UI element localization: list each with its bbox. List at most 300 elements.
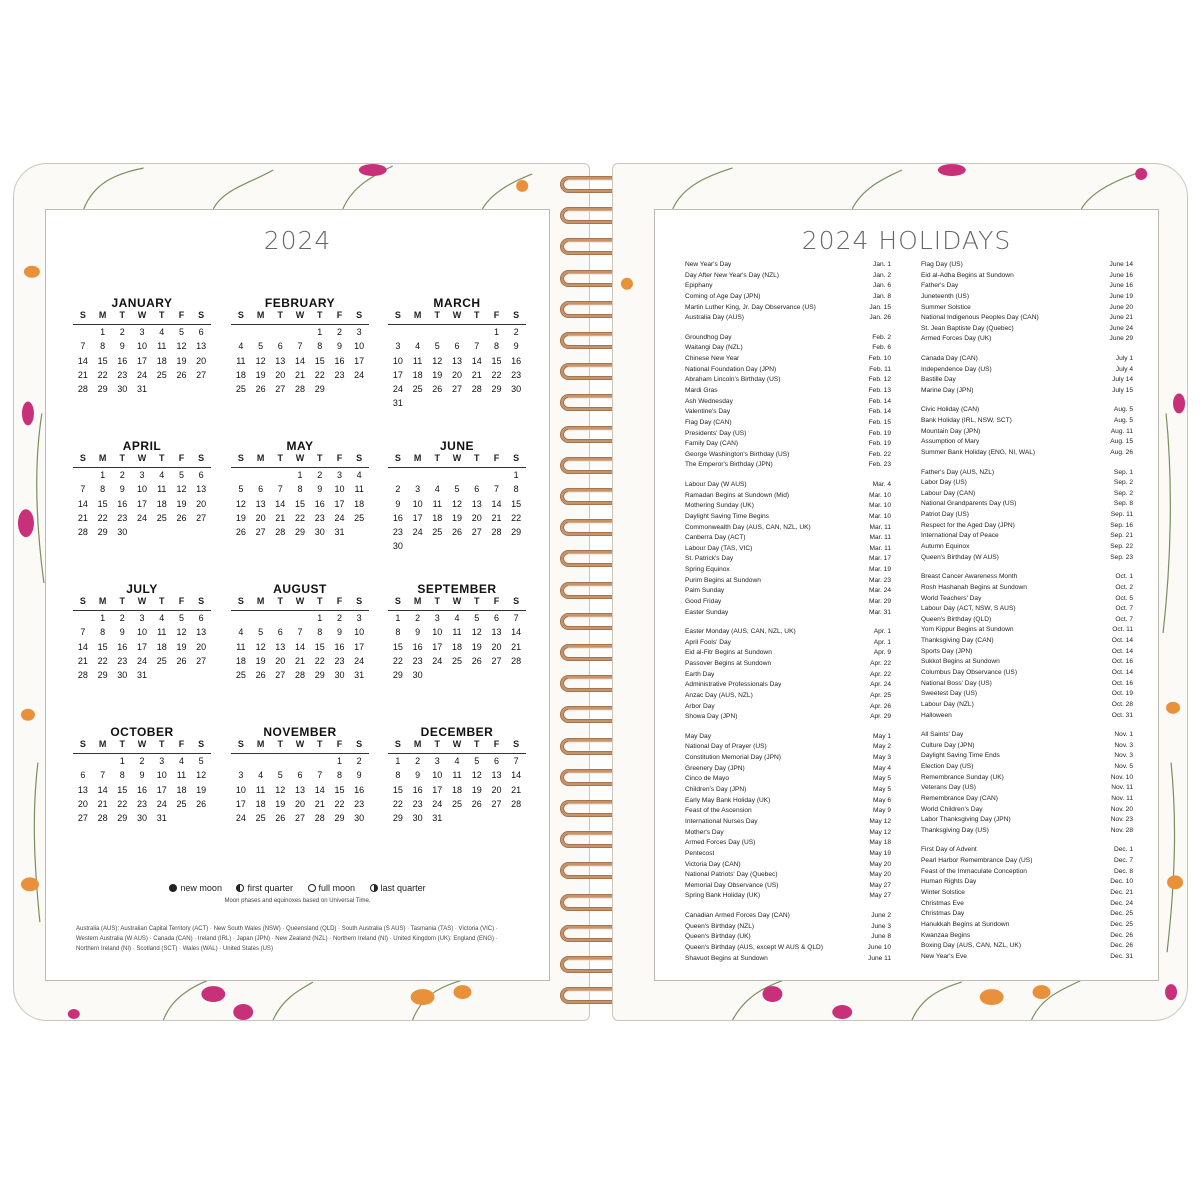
weekday-label: S [356,310,363,320]
week-row [231,640,369,654]
holiday-row [685,796,891,807]
weekday-label: T [316,739,323,749]
holiday-date: June 20 [1109,303,1133,311]
holiday-date: June 14 [1109,261,1133,268]
day-cell: 17 [137,641,148,652]
day-cell: 13 [295,784,306,795]
weekday-label: S [237,453,244,463]
holiday-date: June 10 [867,943,891,951]
day-cell: 22 [392,655,403,666]
week-row [231,797,369,811]
holiday-date: May 5 [873,786,891,794]
day-cell [231,611,251,625]
holiday-row [685,533,891,544]
week-row [388,368,526,382]
week-row [231,368,369,382]
week-row [73,811,211,825]
day-cell: 3 [159,756,165,766]
week-row [231,511,369,525]
day-cell: 2 [317,470,323,480]
holiday-month-group [921,572,1133,721]
holiday-name: Good Friday [685,598,722,605]
day-cell: 23 [412,798,423,809]
weekday-label: W [452,310,462,320]
holiday-name: Canberra Day (ACT) [685,534,746,542]
month-name: MARCH [433,296,481,310]
weekday-label: M [413,739,422,749]
day-cell: 4 [159,327,165,337]
week-row [231,811,369,825]
month-name: JANUARY [111,296,173,310]
day-cell: 6 [277,627,283,638]
day-cell: 22 [314,655,325,666]
week-row [388,482,526,496]
holiday-name: Valentine's Day [685,408,731,416]
month-name: JUNE [439,439,474,453]
holiday-date: May 12 [869,817,891,825]
holiday-date: Mar. 4 [872,480,891,488]
holiday-name: Labour Day (TAS, VIC) [685,544,753,552]
day-cell: 6 [493,613,499,623]
day-cell: 24 [137,369,148,380]
holiday-name: Feast of the Immaculate Conception [921,867,1027,875]
day-cell: 15 [314,355,325,366]
day-cell: 14 [471,355,482,366]
day-cell: 17 [432,641,443,652]
day-cell: 16 [334,355,345,366]
holiday-date: June 16 [1109,271,1133,279]
weekday-label: T [277,596,284,606]
day-cell: 9 [119,484,125,495]
holiday-date: Dec. 25 [1110,920,1133,928]
week-row [388,525,526,539]
day-cell: 22 [314,369,325,380]
month-name: AUGUST [273,582,327,596]
holiday-row [921,375,1133,386]
day-cell: 19 [196,784,207,795]
holiday-date: Oct. 19 [1111,690,1133,698]
holiday-name: National Foundation Day (JPN) [685,365,777,373]
holiday-name: Pentecost [685,849,715,857]
holiday-name: Respect for the Aged Day (JPN) [921,521,1015,529]
day-cell: 21 [471,369,482,380]
holiday-month-group [685,732,891,902]
full-moon-icon [308,884,316,892]
week-row [73,482,211,496]
weekday-label: T [158,739,165,749]
day-cell: 26 [176,655,187,666]
day-cell: 19 [471,641,482,652]
holiday-row [685,450,891,461]
day-cell: 10 [392,355,403,366]
day-cell: 20 [196,498,207,509]
day-cell [73,325,93,339]
day-cell: 14 [491,498,502,509]
weekday-label: F [178,596,185,606]
day-cell: 20 [295,798,306,809]
day-cell [191,525,211,539]
holiday-row [685,343,891,354]
holiday-date: Oct. 14 [1111,647,1133,655]
holiday-row [921,260,1133,271]
holiday-month-group [921,260,1133,345]
day-cell: 8 [297,484,303,495]
day-cell [408,396,428,410]
month-name: FEBRUARY [264,296,336,310]
day-cell: 24 [412,527,423,538]
day-cell: 17 [235,798,246,809]
month-july [73,582,211,682]
holiday-name: Pearl Harbor Remembrance Day (US) [921,857,1033,865]
holiday-date: May 3 [873,754,891,762]
day-cell: 26 [176,369,187,380]
week-row [388,339,526,353]
week-row [231,768,369,782]
holiday-date: Feb. 12 [868,376,891,384]
weekday-label: M [413,453,422,463]
holiday-row [685,911,891,922]
holiday-name: Remembrance Sunday (UK) [921,773,1004,781]
holiday-name: Armed Forces Day (UK) [921,335,992,343]
month-march [388,296,526,411]
day-cell: 16 [117,641,128,652]
day-cell: 13 [471,498,482,509]
day-cell: 19 [275,798,286,809]
holiday-row [921,647,1133,658]
holiday-date: Oct. 1 [1115,573,1133,581]
day-cell: 6 [454,341,460,352]
day-cell: 24 [354,655,365,666]
weekday-label: W [452,596,462,606]
day-cell: 26 [196,798,207,809]
weekday-label: M [256,310,265,320]
holiday-row [685,354,891,365]
weekday-label: S [198,596,205,606]
day-cell: 3 [139,470,145,480]
holiday-row [685,439,891,450]
month-name: APRIL [122,439,162,453]
holiday-date: Sep. 23 [1110,553,1133,561]
holiday-row [921,489,1133,500]
day-cell: 26 [176,512,187,523]
day-cell: 8 [317,341,323,352]
day-cell: 21 [295,369,306,380]
holiday-name: May Day [685,732,712,740]
holiday-row [921,773,1133,784]
day-cell: 8 [100,484,106,495]
weekday-label: S [198,310,205,320]
holiday-row [685,943,891,954]
weekday-label: F [493,596,500,606]
holiday-name: Easter Sunday [685,608,729,616]
weekday-label: F [336,310,343,320]
day-cell: 11 [452,770,462,781]
holiday-name: Eid al-Fitr Begins at Sundown [685,649,772,657]
month-may [231,439,369,539]
holiday-row [685,608,891,619]
day-cell: 24 [354,369,365,380]
holiday-date: Mar. 10 [869,491,891,499]
holiday-name: Christmas Eve [921,899,964,907]
holiday-row [921,826,1133,837]
day-cell: 13 [255,498,266,509]
day-cell: 10 [156,770,167,781]
holiday-row [685,597,891,608]
weekday-label: M [256,453,265,463]
holiday-date: Feb. 13 [868,386,891,394]
holiday-date: Mar. 19 [869,566,891,574]
holiday-date: Nov. 28 [1110,826,1133,834]
day-cell: 14 [511,627,522,638]
day-cell: 2 [336,613,342,623]
holiday-date: Mar. 11 [869,544,891,552]
holiday-row [685,932,891,943]
holiday-row [685,680,891,691]
day-cell: 11 [354,484,364,495]
holiday-row [685,774,891,785]
holiday-row [921,636,1133,647]
day-cell [270,754,290,768]
holiday-row [921,542,1133,553]
day-cell [506,811,526,825]
holiday-date: Feb. 10 [868,355,891,363]
day-cell: 31 [156,813,167,824]
holiday-date: June 2 [871,911,891,919]
day-cell: 9 [356,770,362,781]
holiday-row [921,909,1133,920]
holiday-name: Human Rights Day [921,878,977,886]
day-cell: 3 [336,470,342,480]
day-cell: 19 [255,655,266,666]
day-cell: 29 [97,384,108,395]
day-cell: 31 [392,398,403,409]
holiday-row [921,437,1133,448]
holiday-row [921,510,1133,521]
holiday-date: Jan. 15 [869,303,891,311]
day-cell [191,668,211,682]
day-cell: 18 [255,798,266,809]
holiday-name: Election Day (US) [921,763,974,770]
holiday-name: Mardi Gras [685,386,718,394]
holiday-name: Marine Day (JPN) [921,386,974,394]
day-cell: 10 [137,484,148,495]
day-cell: 12 [255,641,266,652]
holiday-name: Purim Begins at Sundown [685,576,761,584]
weekday-label: F [493,453,500,463]
holiday-row [921,292,1133,303]
day-cell: 4 [159,470,165,480]
holiday-row [921,899,1133,910]
day-cell: 17 [412,512,423,523]
day-cell: 24 [432,798,443,809]
day-cell: 13 [196,484,207,495]
day-cell: 12 [471,770,482,781]
day-cell: 19 [235,512,246,523]
day-cell: 23 [354,798,365,809]
weekday-label: W [295,739,305,749]
day-cell: 1 [100,327,106,337]
weekday-label: S [79,739,86,749]
holiday-date: Apr. 29 [870,713,891,721]
day-cell: 6 [198,613,204,623]
holiday-row [921,271,1133,282]
week-row [388,497,526,511]
day-cell: 30 [334,670,345,681]
day-cell: 3 [434,613,440,623]
day-cell: 2 [415,613,421,623]
day-cell [290,611,310,625]
day-cell [349,382,369,396]
day-cell: 26 [432,384,443,395]
holiday-name: Veterans Day (US) [921,784,976,792]
day-cell: 11 [157,341,167,352]
holiday-name: Sweetest Day (US) [921,690,978,698]
day-cell: 9 [513,341,519,352]
day-cell: 10 [354,627,365,638]
holiday-date: Oct. 31 [1111,711,1133,719]
holiday-date: May 6 [873,796,891,804]
holiday-row [921,751,1133,762]
holiday-date: Sep. 16 [1110,521,1133,529]
holiday-name: St. Jean Baptiste Day (Quebec) [921,324,1014,332]
week-row [73,754,211,768]
weekday-label: F [336,739,343,749]
day-cell: 22 [97,655,108,666]
day-cell: 26 [471,798,482,809]
day-cell [251,325,271,339]
day-cell: 28 [314,813,325,824]
day-cell: 14 [275,498,286,509]
day-cell: 18 [235,369,246,380]
holiday-date: Feb. 19 [868,440,891,448]
day-cell [408,468,428,482]
holiday-date: Apr. 9 [873,649,891,657]
legend-last-quarter: last quarter [380,883,426,893]
day-cell: 26 [275,813,286,824]
holiday-name: Rosh Hashanah Begins at Sundown [921,583,1027,591]
holiday-date: Feb. 23 [868,461,891,469]
holiday-row [921,783,1133,794]
holiday-name: George Washington's Birthday (US) [685,450,790,458]
holiday-name: Canadian Armed Forces Day (CAN) [685,911,790,919]
day-cell: 12 [255,355,266,366]
holiday-name: National Grandparents Day (US) [921,500,1017,508]
day-cell: 29 [392,813,403,824]
day-cell: 20 [196,641,207,652]
holiday-name: Palm Sunday [685,587,725,595]
holiday-row [921,427,1133,438]
holiday-name: Groundhog Day [685,333,732,341]
day-cell: 26 [452,527,463,538]
holiday-name: Summer Solstice [921,303,971,311]
holiday-name: Hanukkah Begins at Sundown [921,920,1010,928]
day-cell: 10 [235,784,246,795]
weekday-label: T [119,453,126,463]
holiday-date: June 19 [1109,292,1133,300]
month-name: DECEMBER [420,725,494,739]
week-row [73,525,211,539]
day-cell [152,525,172,539]
day-cell: 4 [159,613,165,623]
day-cell: 18 [156,641,167,652]
day-cell: 11 [157,627,167,638]
holiday-row [921,604,1133,615]
day-cell [191,382,211,396]
day-cell: 1 [119,756,125,766]
weekday-label: W [137,310,147,320]
holiday-row [685,764,891,775]
day-cell: 23 [334,369,345,380]
day-cell: 8 [100,627,106,638]
holiday-date: June 3 [871,922,891,930]
day-cell: 20 [196,355,207,366]
holiday-name: Daylight Saving Time Ends [921,752,1000,760]
day-cell: 23 [412,655,423,666]
week-row [388,654,526,668]
week-row [388,539,526,553]
weekday-label: F [178,310,185,320]
holiday-row [921,354,1133,365]
day-cell: 22 [97,512,108,523]
holiday-name: Spring Equinox [685,566,730,574]
holiday-row [685,407,891,418]
day-cell: 6 [277,341,283,352]
week-row [231,339,369,353]
holiday-name: Daylight Saving Time Begins [685,512,769,520]
holiday-name: All Saints' Day [921,731,964,739]
day-cell: 17 [354,641,365,652]
holiday-date: Nov. 20 [1110,805,1133,813]
holiday-date: Jan. 2 [873,271,891,279]
weekday-header [73,739,211,754]
week-row [73,654,211,668]
weekday-header [231,310,369,325]
holiday-date: Feb. 22 [868,450,891,458]
day-cell [152,668,172,682]
day-cell: 13 [452,355,463,366]
holiday-date: Sep. 1 [1113,468,1133,476]
weekday-label: T [473,596,480,606]
day-cell: 12 [471,627,482,638]
day-cell: 24 [156,798,167,809]
holiday-date: Jan. 1 [873,261,891,268]
holiday-row [685,313,891,324]
day-cell: 6 [493,756,499,766]
holiday-date: Dec. 26 [1110,942,1133,950]
holiday-date: July 1 [1115,355,1133,363]
day-cell: 12 [235,498,246,509]
day-cell: 1 [317,327,323,337]
week-row [388,754,526,768]
weekday-header [388,310,526,325]
holiday-row [685,429,891,440]
day-cell: 19 [255,369,266,380]
day-cell: 7 [317,770,323,781]
day-cell [132,525,152,539]
day-cell [447,325,467,339]
day-cell: 17 [432,784,443,795]
holidays-panel [654,209,1159,981]
weekday-label: S [513,739,520,749]
day-cell: 6 [198,327,204,337]
day-cell [73,468,93,482]
day-cell: 14 [511,770,522,781]
day-cell [310,754,330,768]
day-cell: 7 [297,341,303,352]
holiday-row [921,281,1133,292]
day-cell: 6 [474,484,480,495]
holiday-date: Feb. 19 [868,429,891,437]
